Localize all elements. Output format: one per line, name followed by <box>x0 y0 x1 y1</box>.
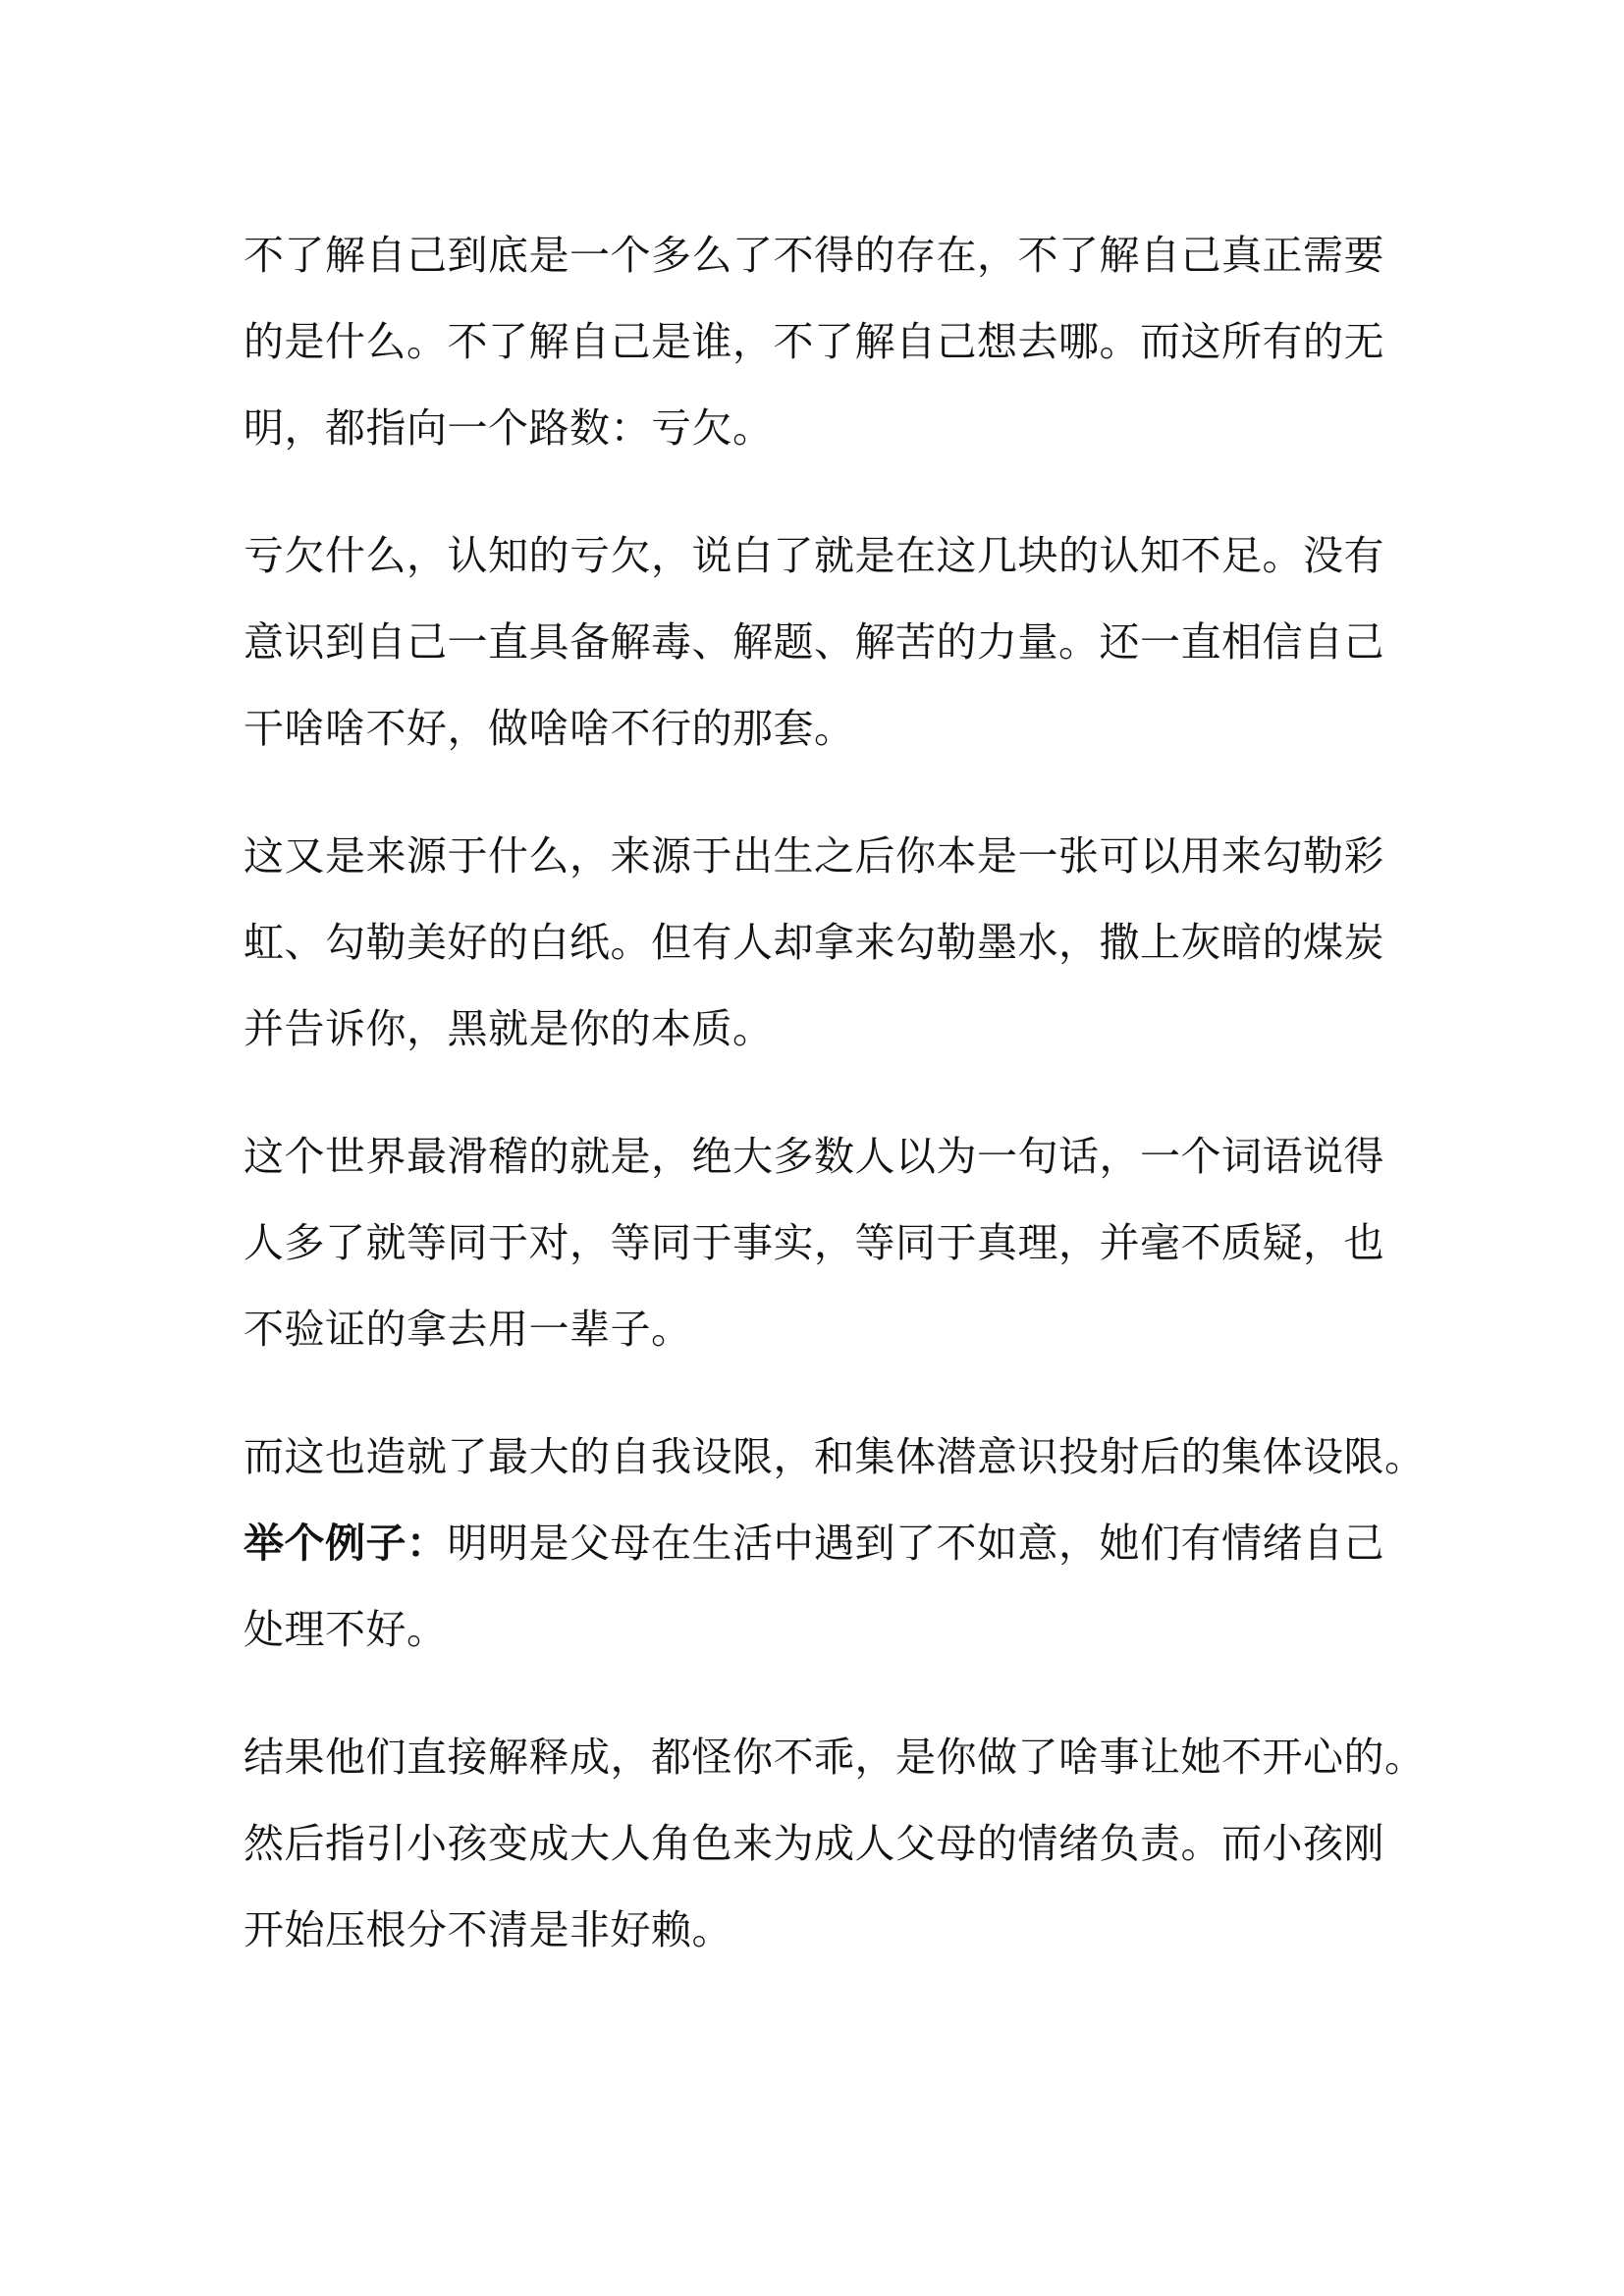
paragraph-1 <box>244 212 1382 471</box>
text-line: 处理不好。 <box>244 1606 448 1653</box>
text-line: 而这也造就了最大的自我设限，和集体潜意识投射后的集体设限。 <box>244 1433 1426 1480</box>
paragraph-5 <box>244 1414 1426 1673</box>
paragraph-6 <box>244 1714 1426 1973</box>
text-line: 开始压根分不清是非好赖。 <box>244 1906 732 1953</box>
example-text: 明明是父母在生活中遇到了不如意，她们有情绪自己 <box>447 1520 1384 1567</box>
text-line: 意识到自己一直具备解毒、解题、解苦的力量。还一直相信自己 <box>244 618 1384 666</box>
paragraph-2 <box>244 512 1382 772</box>
text-line <box>244 1500 1382 1586</box>
text-line: 人多了就等同于对，等同于事实，等同于真理，并毫不质疑，也 <box>244 1219 1384 1266</box>
text-line: 并告诉你，黑就是你的本质。 <box>244 1005 774 1052</box>
text-line: 不了解自己到底是一个多么了不得的存在，不了解自己真正需要 <box>244 232 1384 279</box>
text-line: 结果他们直接解释成，都怪你不乖，是你做了啥事让她不开心的。 <box>244 1734 1426 1781</box>
text-line: 这又是来源于什么，来源于出生之后你本是一张可以用来勾勒彩 <box>244 832 1384 880</box>
text-line: 亏欠什么，认知的亏欠，说白了就是在这几块的认知不足。没有 <box>244 532 1384 579</box>
text-line: 这个世界最滑稽的就是，绝大多数人以为一句话，一个词语说得 <box>244 1133 1384 1180</box>
text-line: 的是什么。不了解自己是谁，不了解自己想去哪。而这所有的无 <box>244 318 1384 365</box>
text-line: 明，都指向一个路数：亏欠。 <box>244 404 774 452</box>
text-line: 干啥啥不好，做啥啥不行的那套。 <box>244 705 855 752</box>
text-line: 虹、勾勒美好的白纸。但有人却拿来勾勒墨水，撒上灰暗的煤炭 <box>244 919 1384 966</box>
text-line: 不验证的拿去用一辈子。 <box>244 1306 692 1353</box>
paragraph-3 <box>244 813 1382 1072</box>
document-page <box>244 212 1426 2014</box>
example-label: 举个例子： <box>244 1520 448 1567</box>
paragraph-4 <box>244 1113 1382 1372</box>
text-line: 然后指引小孩变成大人角色来为成人父母的情绪负责。而小孩刚 <box>244 1820 1384 1867</box>
